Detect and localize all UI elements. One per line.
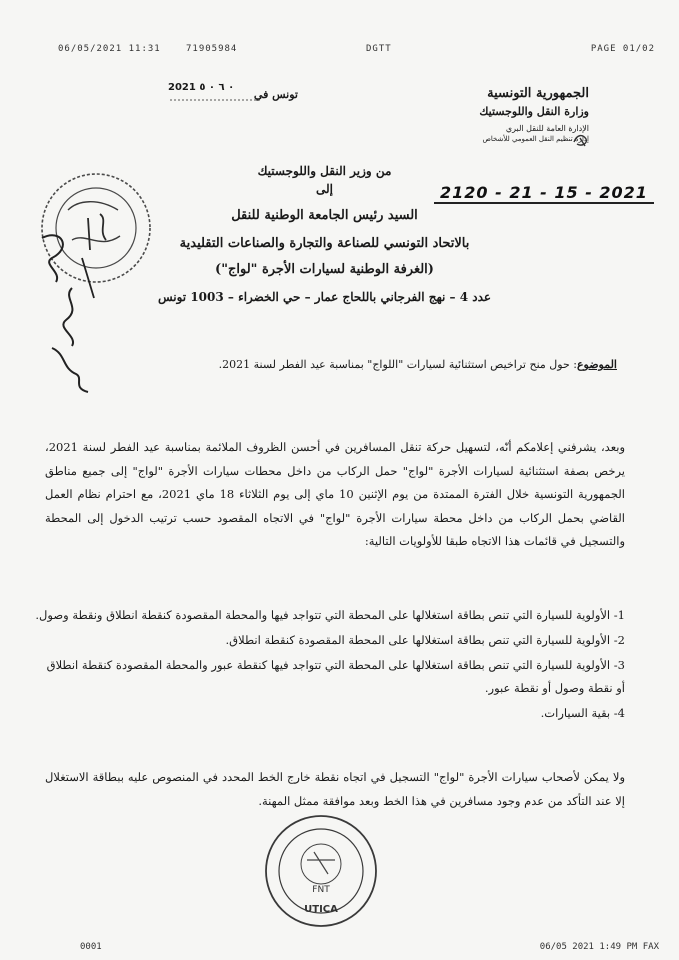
closing-text: ولا يمكن لأصحاب سيارات الأجرة "لواج" التسجيل في اتجاه نقطة خارج الخط المحدد في المنصوص عليه ببطاقة الاستغلال إلا عند التأكد من عدم وجود مسافرين في هذا الخط وبعد موافقة ممثل المهنة. bbox=[45, 770, 625, 808]
fax-footer-page: 0001 bbox=[80, 942, 102, 952]
recipient-organization: بالاتحاد التونسي للصناعة والتجارة والصناعات التقليدية bbox=[179, 236, 470, 251]
ministry-name: وزارة النقل واللوجستيك bbox=[479, 105, 589, 118]
directorate-name: الإدارة العامة للنقل البري bbox=[505, 124, 589, 133]
priority-item-3: 3- الأولوية للسيارة التي تنص بطاقة استغلالها على المحطة التي تتواجد فيها كنقطة عبور والمحطة المقصودة كنقطة انطلاق أو نقطة وصول أو نقطة عبور. bbox=[46, 658, 625, 695]
priority-item-1: 1- الأولوية للسيارة التي تنص بطاقة استغلالها على المحطة التي تتواجد فيها والمحطة المقصودة كنقطة انطلاق ونقطة وصول. bbox=[35, 608, 625, 622]
fax-number: 71905984 bbox=[186, 44, 238, 54]
handwritten-annotation bbox=[32, 228, 112, 398]
fax-page-indicator: PAGE 01/02 bbox=[590, 44, 655, 54]
fax-sender: DGTT bbox=[366, 44, 392, 54]
republic-name: الجمهورية التونسية bbox=[487, 86, 589, 101]
fax-datetime: 06/05/2021 11:31 bbox=[58, 44, 161, 54]
stamp-mid-text: FNT bbox=[312, 885, 330, 895]
recipient-address: عدد 4 – نهج الفرجاني باللحاج عمار – حي الخضراء – 1003 تونس bbox=[157, 290, 492, 304]
fax-footer-datetime: 06/05 2021 1:49 PM FAX bbox=[539, 942, 659, 952]
sender-line: من وزير النقل واللوجستيك bbox=[257, 164, 392, 178]
stamp-utica-text: UTICA bbox=[304, 904, 338, 915]
subject-label: الموضوع bbox=[576, 358, 617, 371]
closing-paragraph bbox=[45, 766, 625, 813]
sub-directorate-name: إدارة تنظيم النقل العمومي للأشخاص bbox=[482, 135, 589, 143]
to-line: إلى bbox=[316, 182, 333, 196]
body-paragraph bbox=[45, 436, 625, 554]
letter-date: 2021 ٠ ٦ ٠ ٥ bbox=[168, 82, 235, 93]
utica-stamp bbox=[262, 812, 380, 930]
reference-number: 2120 - 21 - 15 - 2021 bbox=[440, 183, 648, 202]
initial-mark-icon bbox=[571, 130, 591, 150]
subject-line bbox=[97, 358, 617, 371]
priority-item-4: 4- بقية السيارات. bbox=[540, 706, 625, 720]
body-text: وبعد، يشرفني إعلامكم أنّه، لتسهيل حركة تنقل المسافرين في أحسن الظروف الملائمة بمناسبة عيد الفطر لسنة 2021، يرخص بصفة استثنائية لسيارات الأجرة "لواج" حمل الركاب من داخل محطات سيارات الأجرة "لواج" إلى جميع مناطق الجمهورية التونسية خلال الفترة الممتدة من يوم الإثنين 10 ماي إلى يوم الثلاثاء 18 ماي 2021، مع احترام نظام العمل القاضي بحمل الركاب من داخل محطة سيارات الأجرة "لواج" في الاتجاه المقصود حسب ترتيب الدخول إلى المحطة والتسجيل في قائمات هذا الاتجاه طبقا للأولويات التالية: bbox=[45, 440, 625, 549]
recipient-chamber: (الغرفة الوطنية لسيارات الأجرة "لواج") bbox=[215, 262, 434, 277]
recipient-title: السيد رئيس الجامعة الوطنية للنقل bbox=[231, 208, 418, 223]
letter-place: تونس في bbox=[253, 88, 298, 101]
date-dotted-line bbox=[168, 80, 308, 104]
priority-item-2: 2- الأولوية للسيارة التي تنص بطاقة استغلالها على المحطة المقصودة كنقطة انطلاق. bbox=[225, 633, 625, 647]
priority-list bbox=[35, 604, 625, 727]
subject-text: : حول منح تراخيص استثنائية لسيارات "اللواج" بمناسبة عيد الفطر لسنة 2021. bbox=[218, 358, 577, 371]
letterhead bbox=[389, 86, 589, 143]
